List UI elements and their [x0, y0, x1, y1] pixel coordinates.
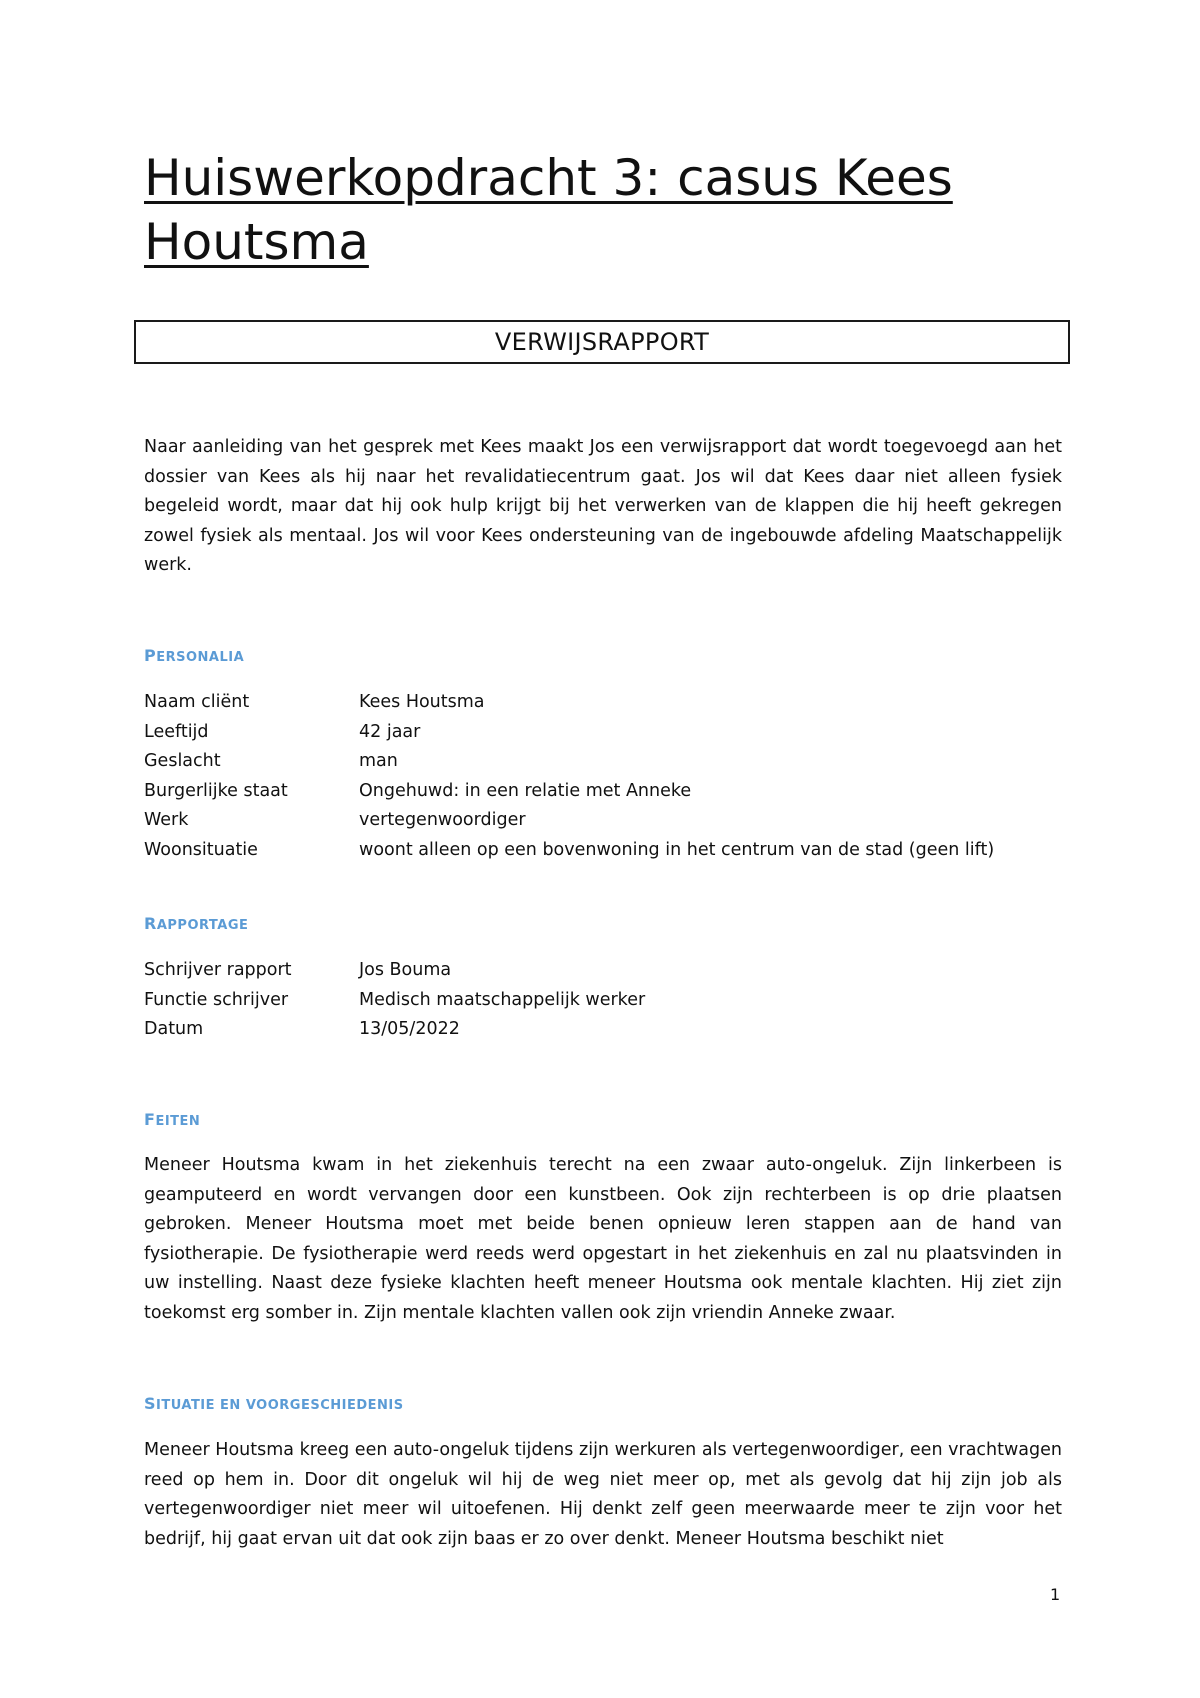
document-title: Huiswerkopdracht 3: casus Kees Houtsma: [144, 149, 953, 271]
row-value: Ongehuwd: in een relatie met Anneke: [359, 780, 692, 801]
personalia-row: [144, 718, 1064, 748]
row-label: Schrijver rapport: [144, 960, 292, 980]
row-label: Datum: [144, 1019, 204, 1039]
personalia-row: [144, 836, 1064, 866]
row-value: Medisch maatschappelijk werker: [359, 989, 646, 1010]
intro-paragraph: Naar aanleiding van het gesprek met Kees maakt Jos een verwijsrapport dat wordt toegevoegd aan het dossier van Kees als hij naar het revalidatiecentrum gaat. Jos wil dat Kees daar niet alleen fysiek begeleid wordt, maar dat hij ook hulp krijgt bij het verwerken van de klappen die hij heeft gekregen zowel fysiek als mentaal. Jos wil voor Kees ondersteuning van de ingebouwde afdeling Maatschappelijk werk.: [144, 437, 1062, 575]
rapportage-heading: RAPPORTAGE: [144, 914, 249, 933]
row-value: Kees Houtsma: [359, 692, 485, 712]
row-label: Naam cliënt: [144, 692, 250, 712]
personalia-row: [144, 777, 1064, 807]
personalia-table: [144, 688, 1064, 865]
row-value: woont alleen op een bovenwoning in het centrum van de stad (geen lift): [359, 839, 995, 860]
row-label: Geslacht: [144, 751, 221, 771]
feiten-heading: FEITEN: [144, 1110, 201, 1129]
row-label: Functie schrijver: [144, 989, 289, 1010]
report-type-box: [134, 320, 1070, 364]
rapportage-row: [144, 956, 1064, 986]
row-value: 13/05/2022: [359, 1019, 460, 1039]
row-label: Burgerlijke staat: [144, 780, 288, 801]
row-value: Jos Bouma: [359, 960, 452, 980]
personalia-row: [144, 806, 1064, 836]
rapportage-row: [144, 1015, 1064, 1045]
rapportage-row: [144, 986, 1064, 1016]
row-value: 42 jaar: [359, 721, 421, 742]
row-label: Werk: [144, 810, 189, 830]
row-label: Leeftijd: [144, 721, 209, 742]
rapportage-table: [144, 956, 1064, 1045]
personalia-row: [144, 688, 1064, 718]
situatie-paragraph: Meneer Houtsma kreeg een auto-ongeluk tijdens zijn werkuren als vertegenwoordiger, een vrachtwagen reed op hem in. Door dit ongeluk wil hij de weg niet meer op, met als gevolg dat hij zijn job als vertegenwoordiger niet meer wil uitoefenen. Hij denkt zelf geen meerwaarde meer te zijn voor het bedrijf, hij gaat ervan uit dat ook zijn baas er zo over denkt. Meneer Houtsma beschikt niet: [144, 1440, 1062, 1549]
personalia-heading: PERSONALIA: [144, 646, 245, 665]
row-value: man: [359, 751, 398, 771]
feiten-paragraph: Meneer Houtsma kwam in het ziekenhuis terecht na een zwaar auto-ongeluk. Zijn linkerbeen is geamputeerd en wordt vervangen door een kunstbeen. Ook zijn rechterbeen is op drie plaatsen gebroken. Meneer Houtsma moet met beide benen opnieuw leren stappen aan de hand van fysiotherapie. De fysiotherapie werd reeds werd opgestart in het ziekenhuis en zal nu plaatsvinden in uw instelling. Naast deze fysieke klachten heeft meneer Houtsma ook mentale klachten. Hij ziet zijn toekomst erg somber in. Zijn mentale klachten vallen ook zijn vriendin Anneke zwaar.: [144, 1155, 1062, 1323]
personalia-row: [144, 747, 1064, 777]
report-type-label: VERWIJSRAPPORT: [494, 328, 710, 356]
page-number: 1: [1050, 1585, 1061, 1604]
situatie-heading: SITUATIE EN VOORGESCHIEDENIS: [144, 1394, 404, 1413]
row-value: vertegenwoordiger: [359, 810, 526, 830]
row-label: Woonsituatie: [144, 839, 258, 860]
